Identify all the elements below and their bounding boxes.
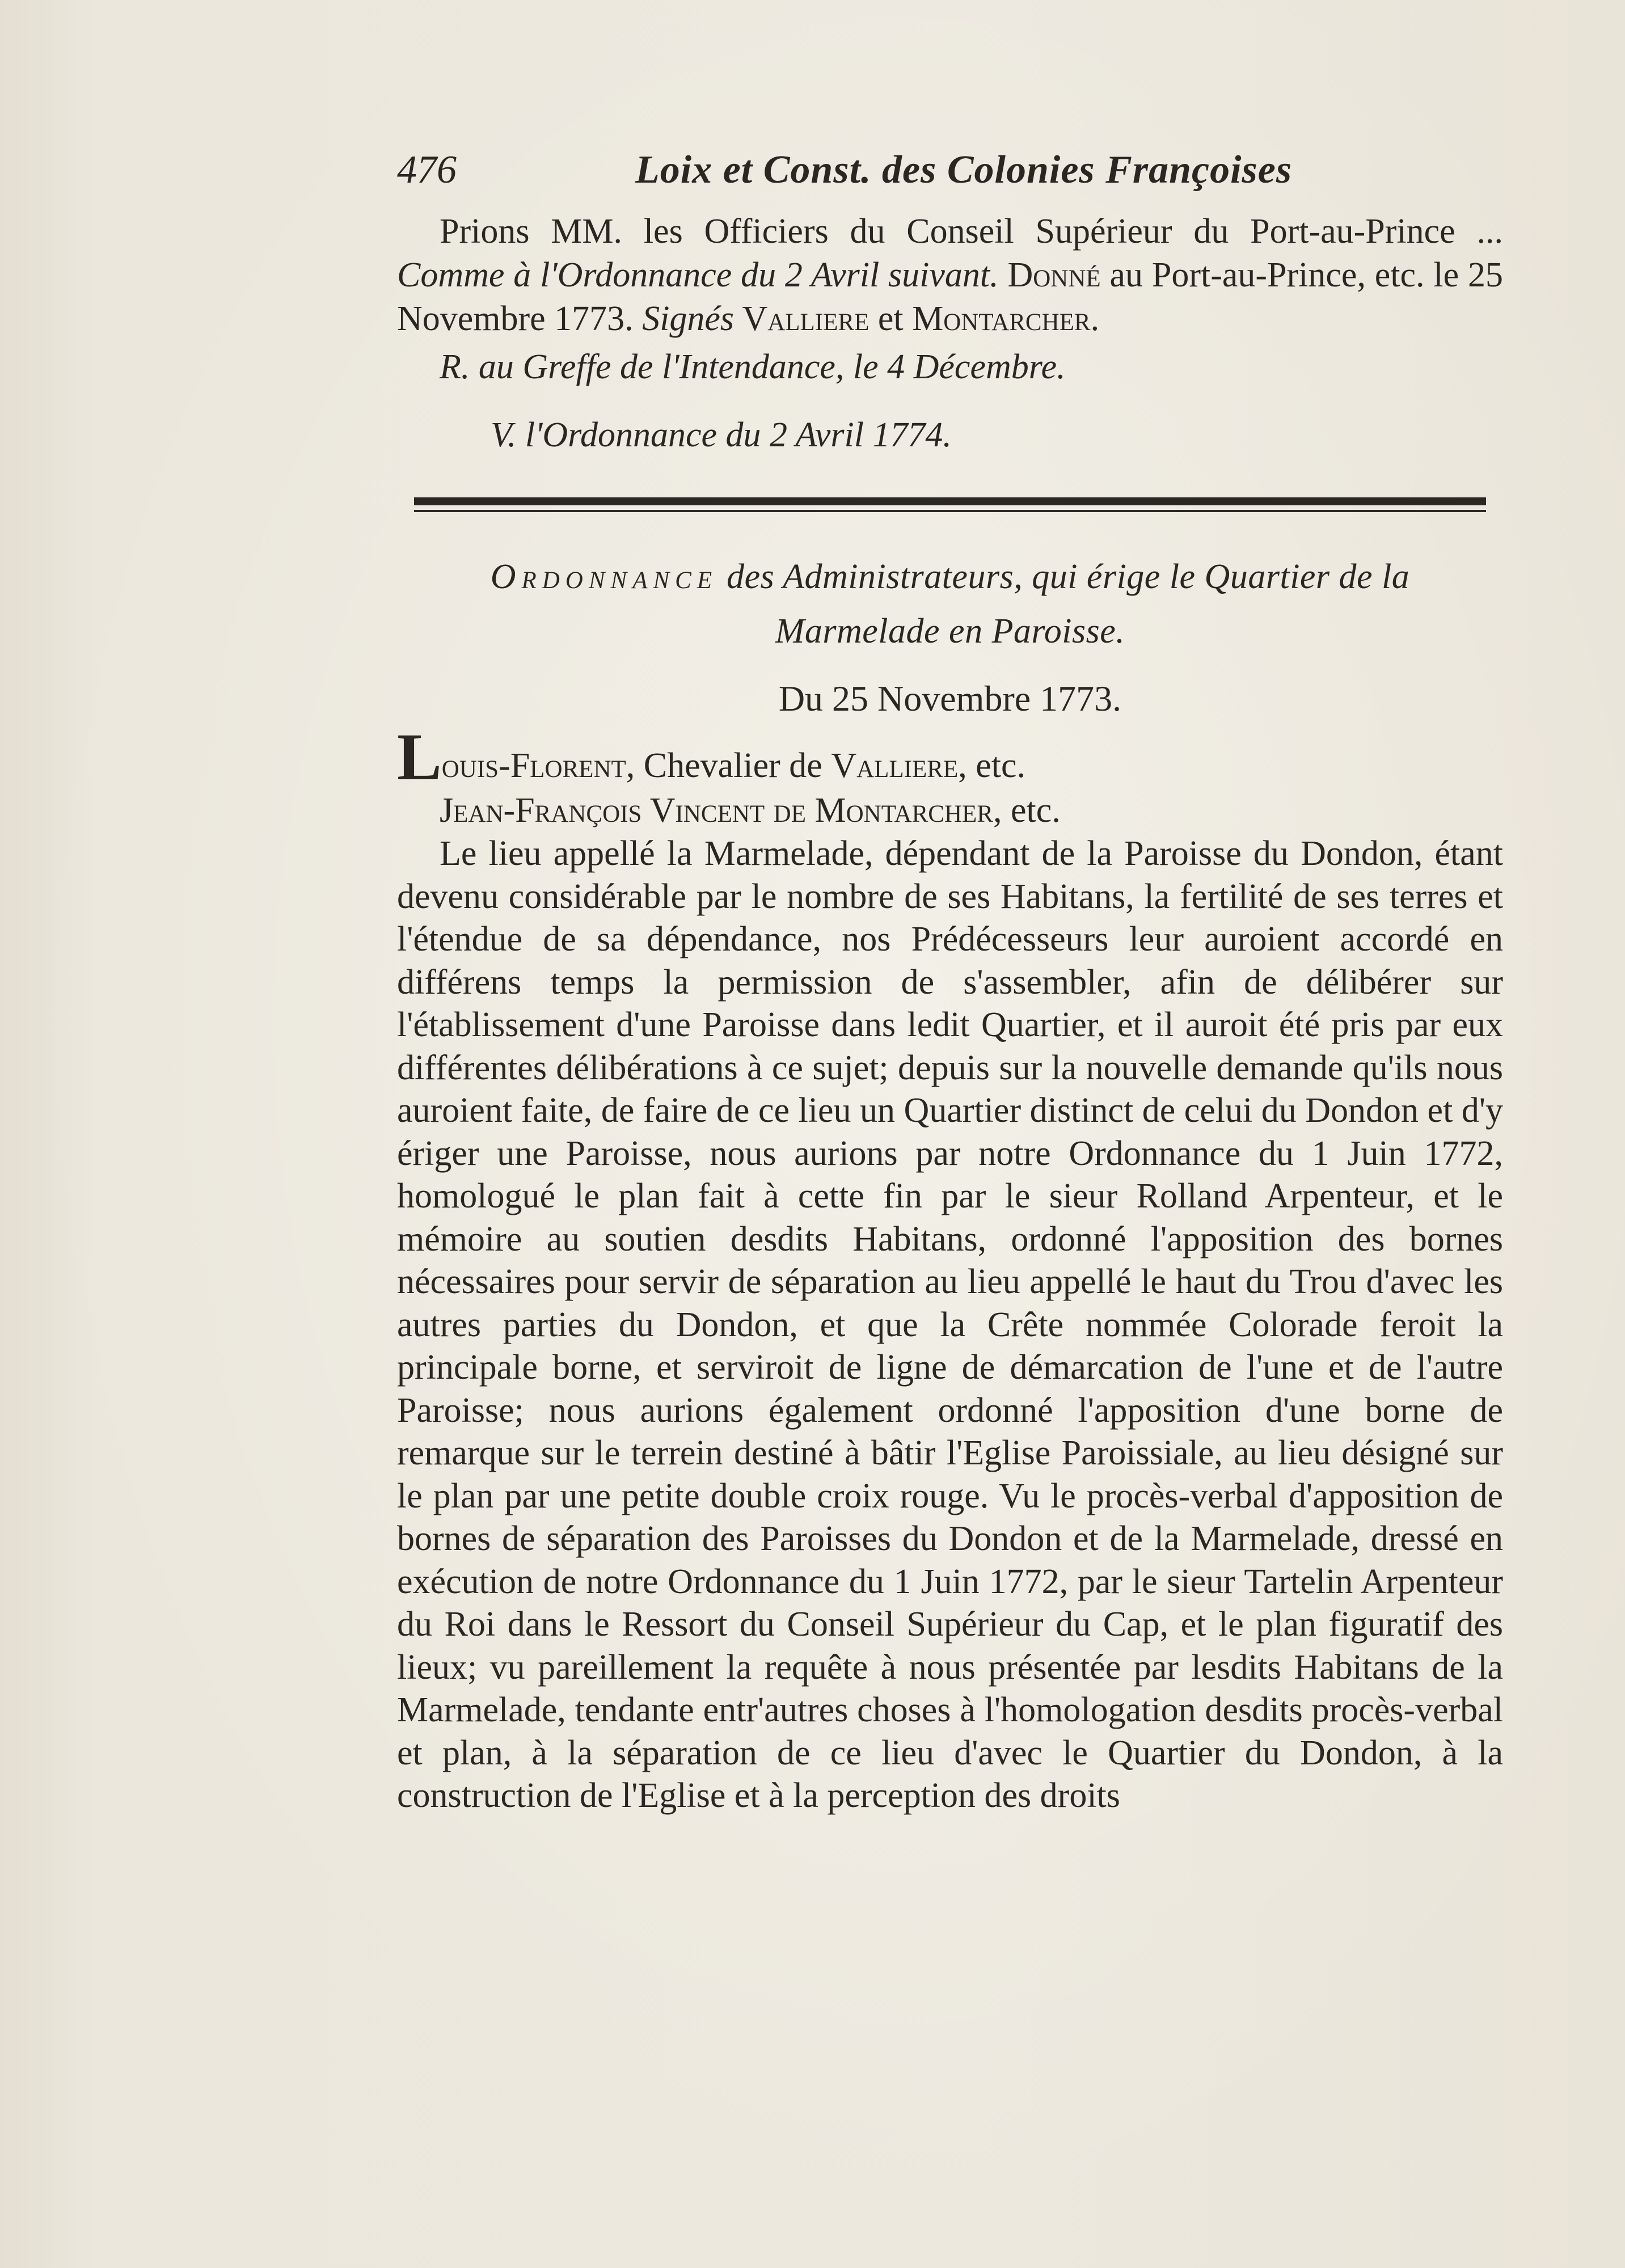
cross-reference: V. l'Ordonnance du 2 Avril 1774.	[491, 416, 952, 454]
text-column	[397, 147, 1503, 1853]
second-administrator	[440, 788, 1503, 833]
prior-ordinance-closing	[397, 210, 1503, 341]
page-number: 476	[397, 148, 457, 192]
running-head	[397, 147, 1503, 210]
second-etc: , etc.	[993, 791, 1061, 830]
ordonnance-word: Ordonnance	[490, 558, 718, 596]
section-divider	[414, 497, 1486, 517]
title-line2: Marmelade en Paroisse.	[775, 612, 1125, 651]
et-text: et	[869, 299, 913, 338]
title-line1: des Administrateurs, qui érige le Quartier de la	[717, 558, 1410, 596]
first-name: ouis-Florent	[441, 746, 626, 785]
divider-thin-rule	[414, 510, 1486, 512]
donne-text: Donné	[1007, 256, 1101, 294]
comme-text: Comme à l'Ordonnance du 2 Avril suivant.	[397, 256, 999, 294]
signatory-valliere: Valliere	[734, 299, 870, 338]
running-title: Loix et Const. des Colonies Françoises	[635, 148, 1293, 192]
signatory-montarcher: Montarcher.	[912, 299, 1100, 338]
ordonnance-title	[397, 550, 1503, 658]
divider-thick-rule	[414, 497, 1486, 505]
registration-note: R. au Greffe de l'Intendance, le 4 Décembre.	[440, 348, 1066, 386]
date-text: etc. le 25 Novembre 1773.	[397, 256, 1503, 338]
first-etc: , etc.	[958, 746, 1025, 785]
ordonnance-date: Du 25 Novembre 1773.	[778, 678, 1122, 719]
first-administrator	[397, 720, 1503, 794]
first-surname: Valliere	[831, 746, 959, 785]
second-name: Jean-François Vincent de Montarcher	[440, 791, 993, 830]
signes-text: Signés	[642, 299, 735, 338]
prions-text: Prions MM. les Officiers du Conseil Supérieur du Port-au-Prince ...	[440, 212, 1503, 251]
first-title: , Chevalier de	[626, 746, 832, 785]
ordonnance-body: Le lieu appellé la Marmelade, dépendant de la Paroisse du Dondon, étant devenu considérable par le nombre de ses Habitans, la fertilité de ses terres et l'étendue de sa dépendance, nos Prédécesseurs leur auroient accordé en différens temps la permission de s'assembler, afin de délibérer sur l'établissement d'une Paroisse dans ledit Quartier, et il auroit été pris par eux différentes délibérations à ce sujet; depuis sur la nouvelle demande qu'ils nous auroient faite, de faire de ce lieu un Quartier distinct de celui du Dondon et d'y ériger une Paroisse, nous aurions par notre Ordonnance du 1 Juin 1772, homologué le plan fait à cette fin par le sieur Rolland Arpenteur, et le mémoire au soutien desdits Habitans, ordonné l'apposition des bornes nécessaires pour servir de séparation au lieu appellé le haut du Trou d'avec les autres parties du Dondon, et que la Crête nommée Colorade feroit la principale borne, et serviroit de ligne de démarcation de l'une et de l'autre Paroisse; nous aurions également ordonné l'apposition d'une borne de remarque sur le terrein destiné à bâtir l'Eglise Paroissiale, au lieu désigné sur le plan par une petite double croix rouge. Vu le procès-verbal d'apposition de bornes de séparation des Paroisses du Dondon et de la Marmelade, dressé en exécution de notre Ordonnance du 1 Juin 1772, par le sieur Tartelin Arpenteur du Roi dans le Ressort du Conseil Supérieur du Cap, et le plan figuratif des lieux; vu pareillement la requête à nous présentée par lesdits Habitans de la Marmelade, tendante entr'autres choses à l'homologation desdits procès-verbal et plan, à la séparation de ce lieu d'avec le Quartier du Dondon, à la construction de l'Eglise et à la perception des droits	[397, 834, 1503, 1815]
donne-place: au Port-au-Prince,	[1100, 256, 1366, 294]
drop-cap: L	[397, 720, 442, 794]
